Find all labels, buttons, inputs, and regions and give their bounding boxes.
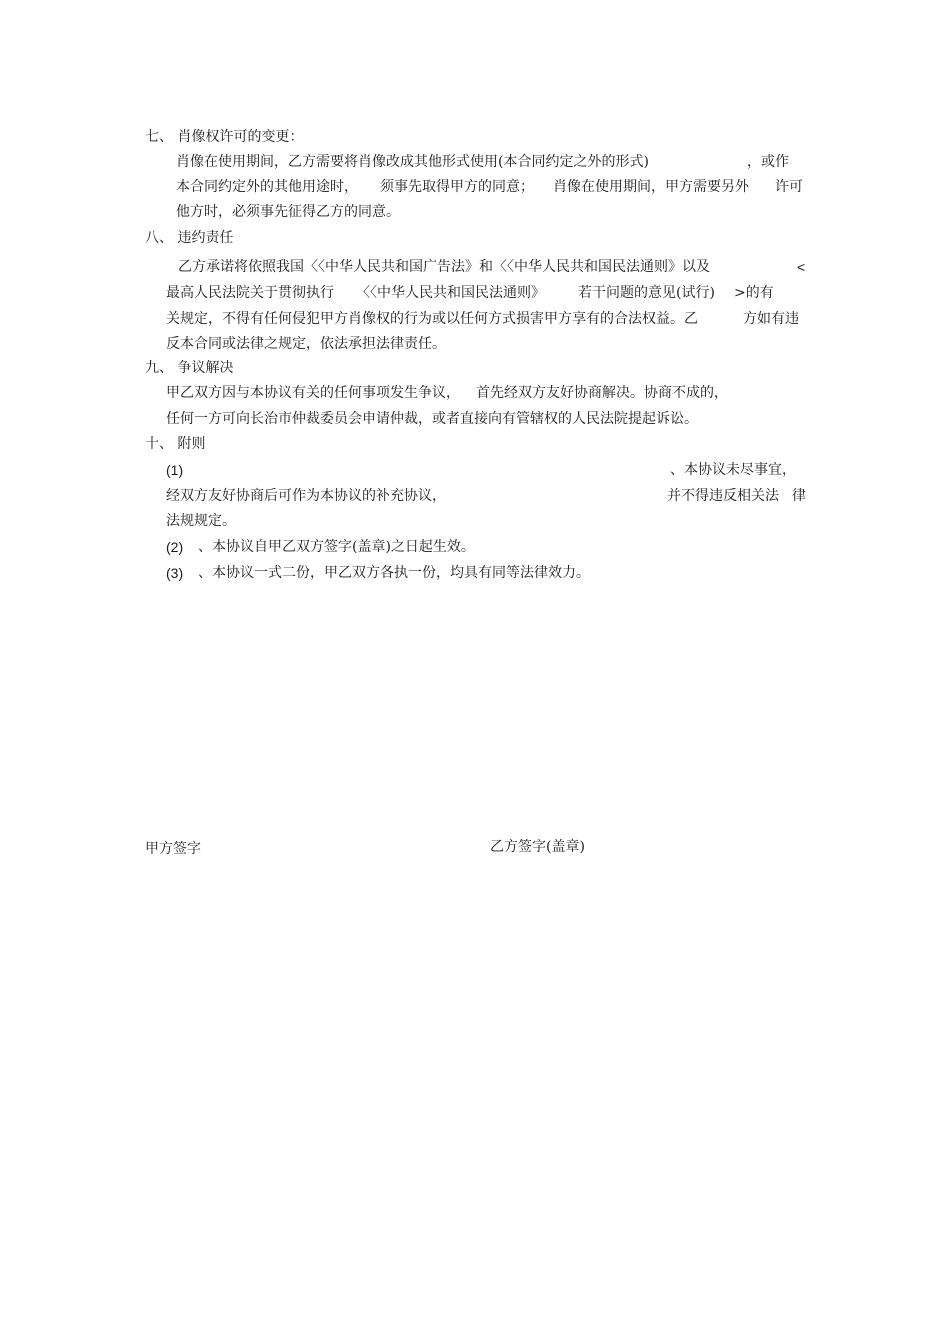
item-3-text: 、本协议一式二份，甲乙双方各执一份，均具有同等法律效力。 (198, 565, 590, 581)
section-7-line-2c: 肖像在使用期间，甲方需要另外 (553, 179, 749, 195)
section-10-line-1c: 律 (792, 488, 806, 504)
section-9-heading: 九、 争议解决 (145, 360, 234, 376)
section-7-line-1-tail: ，或作 (747, 154, 789, 170)
section-10-line-1b: 并不得违反相关法 (667, 488, 779, 504)
section-8-line-1: 乙方承诺将依照我国〈〈中华人民共和国广告法》和〈〈中华人民共和国民法通则》以及 (178, 259, 710, 275)
section-7-line-2a: 本合同约定外的其他用途时， (176, 179, 358, 195)
section-8-line-2a: 最高人民法院关于贯彻执行 (166, 285, 334, 301)
section-9-line-2: 任何一方可向长治市仲裁委员会申请仲裁，或者直接向有管辖权的人民法院提起诉讼。 (166, 411, 698, 427)
party-b-signature-label: 乙方签字(盖章) (490, 839, 585, 855)
section-8-heading: 八、 违约责任 (145, 230, 234, 246)
section-8-line-3a: 关规定，不得有任何侵犯甲方肖像权的行为或以任何方式损害甲方享有的合法权益。乙 (166, 311, 698, 327)
section-8-line-2b: 〈〈中华人民共和国民法通则》 (356, 285, 545, 301)
section-9-line-1a: 甲乙双方因与本协议有关的任何事项发生争议， (166, 385, 460, 401)
section-8-line-2c: 若干问题的意见(试行) (578, 285, 715, 301)
section-10-line-1a: 经双方友好协商后可作为本协议的补充协议， (166, 488, 446, 504)
party-a-signature-label: 甲方签字 (145, 841, 201, 857)
section-7-line-3: 他方时，必须事先征得乙方的同意。 (176, 204, 400, 220)
section-8-line-1-tail: < (797, 259, 806, 275)
section-8-line-4: 反本合同或法律之规定，依法承担法律责任。 (166, 336, 446, 352)
section-8-line-3b: 方如有违 (743, 311, 799, 327)
section-7-heading: 七、 肖像权许可的变更： (145, 129, 304, 145)
section-7-line-2d: 许可 (775, 179, 803, 195)
section-9-line-1b: 首先经双方友好协商解决。协商不成的， (476, 385, 728, 401)
item-1-number: (1) (166, 462, 184, 478)
item-1-text: 、本协议未尽事宜， (670, 462, 796, 478)
section-7-line-2b: 须事先取得甲方的同意； (380, 179, 534, 195)
section-10-heading: 十、 附则 (145, 436, 206, 452)
item-2-number: (2) (166, 539, 184, 555)
item-3-number: (3) (166, 565, 184, 581)
section-10-line-2: 法规规定。 (166, 513, 236, 529)
section-7-line-1: 肖像在使用期间，乙方需要将肖像改成其他形式使用(本合同约定之外的形式) (176, 154, 649, 170)
item-2-text: 、本协议自甲乙双方签字(盖章)之日起生效。 (198, 539, 475, 555)
section-8-line-2d: >的有 (734, 285, 774, 301)
